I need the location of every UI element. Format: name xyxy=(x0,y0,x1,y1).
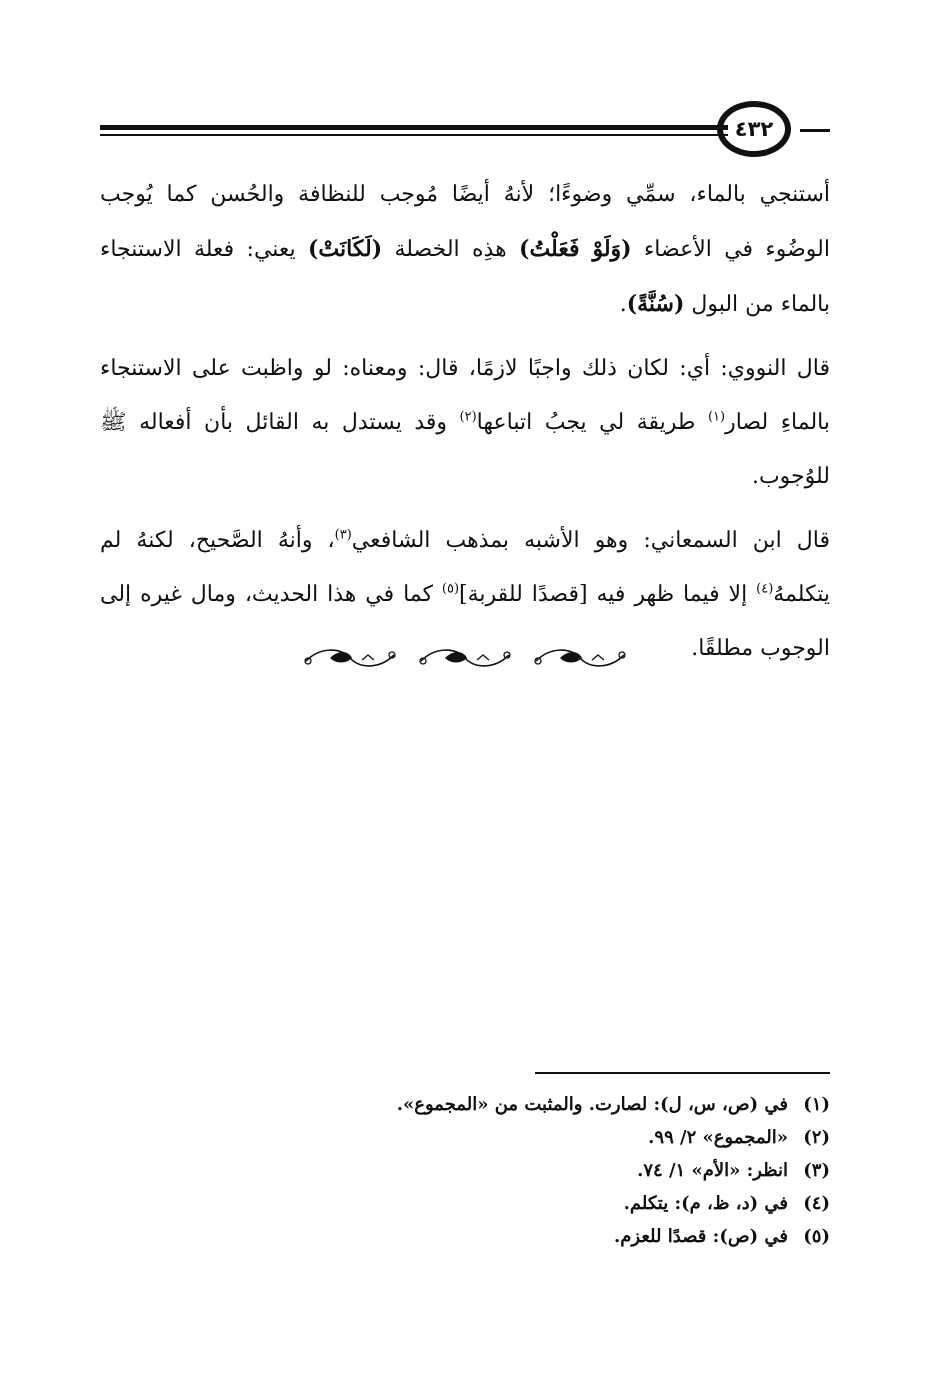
text-run: قال النووي: أي: لكان ذلك واجبًا لازمًا، قال: ومعناه: لو واظبت على الاستنجاء بالماءِ لصار xyxy=(100,356,830,435)
body-text xyxy=(100,168,830,686)
paragraph-1 xyxy=(100,168,830,332)
ornament-segment-icon xyxy=(300,645,400,671)
text-run: قال ابن السمعاني: وهو الأشبه بمذهب الشافعي xyxy=(351,528,830,553)
emphasis-quote: (لَكَانَتْ) xyxy=(308,236,383,262)
footnote-ref[interactable]: (١) xyxy=(707,409,726,425)
footnote-item xyxy=(100,1187,830,1220)
text-run: وقد يستدل به القائل بأن أفعاله ﷺ للوُجوب. xyxy=(100,410,830,489)
footnote-text: في (د، ظ، م): يتكلم. xyxy=(623,1193,788,1214)
floral-divider-icon xyxy=(300,640,630,676)
footnote-ref[interactable]: (٥) xyxy=(441,581,460,597)
footnote-number: (٢) xyxy=(803,1127,830,1148)
header-rule-thin xyxy=(100,134,728,136)
page-header xyxy=(100,100,830,164)
footnote-number: (٤) xyxy=(803,1193,830,1214)
text-run: . xyxy=(619,292,627,317)
text-run: إلا فيما ظهر فيه [قصدًا للقربة] xyxy=(459,582,757,607)
header-rule-thick xyxy=(100,125,728,130)
footnote-ref[interactable]: (٤) xyxy=(756,581,774,597)
footnote-text: في (ص، س، ل): لصارت. والمثبت من «المجموع». xyxy=(396,1094,788,1115)
footnotes xyxy=(100,1088,830,1253)
footnote-item xyxy=(100,1088,830,1121)
footnote-number: (٣) xyxy=(803,1160,830,1181)
footnote-item xyxy=(100,1154,830,1187)
footnote-item xyxy=(100,1220,830,1253)
text-run: طريقة لي يجبُ اتباعها xyxy=(476,410,708,435)
paragraph-2 xyxy=(100,342,830,504)
ornament-segment-icon xyxy=(530,645,630,671)
emphasis-quote: (سُنَّةً) xyxy=(626,291,685,317)
footnote-number: (٥) xyxy=(803,1226,830,1247)
ornament-segment-icon xyxy=(415,645,515,671)
footnote-text: انظر: «الأم» ١/ ٧٤. xyxy=(637,1160,788,1181)
footnote-number: (١) xyxy=(803,1094,830,1115)
page-number: ٤٣٢ xyxy=(717,101,791,157)
footnote-item xyxy=(100,1121,830,1154)
text-run: ، وأنهُ الصَّحيح، لكنهُ لم يتكلمهُ xyxy=(100,528,830,607)
footnote-text: في (ص): قصدًا للعزم. xyxy=(614,1226,788,1247)
text-run: كما في هذا الحديث، ومال غيره إلى الوجوب مطلقًا. xyxy=(100,582,830,661)
text-run: يعني: فعلة الاستنجاء بالماء من البول xyxy=(100,237,830,317)
footnote-separator xyxy=(535,1072,830,1074)
footnote-ref[interactable]: (٢) xyxy=(459,409,477,425)
header-rule-right xyxy=(800,129,830,132)
emphasis-quote: (وَلَوْ فَعَلْتُ) xyxy=(519,236,632,262)
footnote-ref[interactable]: (٣) xyxy=(334,527,352,543)
footnote-text: «المجموع» ٢/ ٩٩. xyxy=(648,1127,788,1148)
text-run: هذِه الخصلة xyxy=(382,237,520,262)
text-run: أستنجي بالماء، سمِّي وضوءًا؛ لأنهُ أيضًا مُوجب للنظافة والحُسن كما يُوجب الوضُوء في الأعضاء xyxy=(100,182,830,262)
